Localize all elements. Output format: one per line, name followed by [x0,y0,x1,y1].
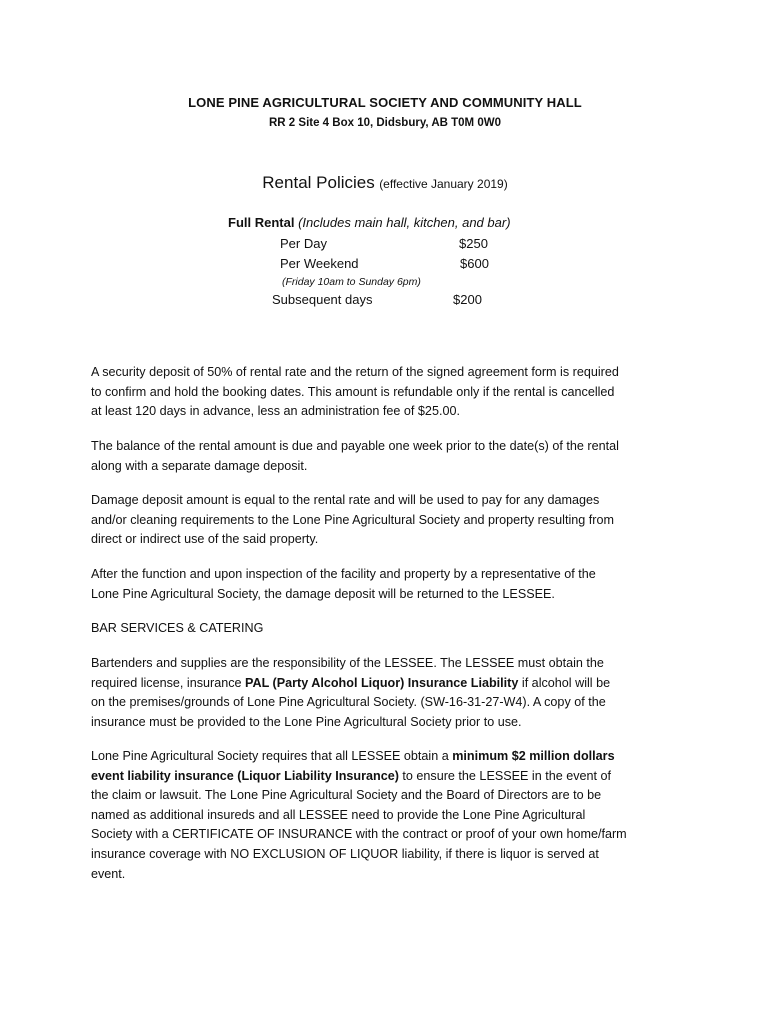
text-segment: Lone Pine Agricultural Society requires that all LESSEE obtain a [91,749,453,763]
text-line: After the function and upon inspection of the facility and property by a representative of the [91,567,596,581]
bar-services-paragraph [91,654,691,732]
text-line: at least 120 days in advance, less an administration fee of $25.00. [91,404,460,419]
text-line: event. [91,866,126,881]
text-line: Damage deposit amount is equal to the rental rate and will be used to pay for any damages [91,493,600,507]
liquor-liability-emphasis: event liability insurance (Liquor Liability Insurance) [91,768,399,783]
text-line: on the premises/grounds of Lone Pine Agricultural Society. (SW-16-31-27-W4). A copy of the [91,695,606,710]
text-line: The balance of the rental amount is due and payable one week prior to the date(s) of the rental [91,439,619,453]
organization-address: RR 2 Site 4 Box 10, Didsbury, AB T0M 0W0 [269,117,501,129]
damage-deposit-paragraph [91,491,691,550]
text-line [91,747,691,767]
text-line: insurance coverage with NO EXCLUSION OF LIQUOR liability, if there is liquor is served at [91,846,599,861]
text-line: to confirm and hold the booking dates. This amount is refundable only if the rental is cancelled [91,384,615,399]
rate-price-subsequent-days: $200 [453,292,482,307]
text-line: the claim or lawsuit. The Lone Pine Agricultural Society and the Board of Directors are to be [91,788,602,803]
organization-name: LONE PINE AGRICULTURAL SOCIETY AND COMMUNITY HALL [188,95,582,110]
text-line: A security deposit of 50% of rental rate and the return of the signed agreement form is required [91,365,619,379]
full-rental-description: (Includes main hall, kitchen, and bar) [298,215,511,230]
text-segment: to ensure the LESSEE in the event of [398,768,612,783]
bar-services-heading: BAR SERVICES & CATERING [91,621,264,635]
text-line: Lone Pine Agricultural Society, the damage deposit will be returned to the LESSEE. [91,586,555,601]
rate-label-per-weekend: Per Weekend [280,256,359,271]
weekend-hours-note: (Friday 10am to Sunday 6pm) [282,276,421,288]
rate-price-per-weekend: $600 [460,256,489,271]
text-line: and/or cleaning requirements to the Lone Pine Agricultural Society and property resulting from [91,512,614,527]
text-line: Society with a CERTIFICATE OF INSURANCE with the contract or proof of your own home/farm [91,827,627,842]
text-line: insurance must be provided to the Lone Pine Agricultural Society prior to use. [91,714,522,729]
text-line: Bartenders and supplies are the responsibility of the LESSEE. The LESSEE must obtain the [91,656,604,670]
page-title [0,173,770,193]
text-line [91,767,691,787]
deposit-return-paragraph [91,565,691,604]
rate-price-per-day: $250 [459,236,488,251]
title-effective: (effective January 2019) [379,177,508,191]
text-line: along with a separate damage deposit. [91,458,308,473]
balance-paragraph [91,437,691,476]
text-line [91,674,691,694]
text-line: direct or indirect use of the said property. [91,532,319,547]
liability-insurance-paragraph [91,747,691,884]
title-main: Rental Policies [262,173,375,192]
security-deposit-paragraph [91,363,691,422]
rate-label-per-day: Per Day [280,236,327,251]
text-segment: if alcohol will be [518,675,611,690]
text-line: named as additional insureds and all LESSEE need to provide the Lone Pine Agricultural [91,807,586,822]
text-segment: required license, insurance [91,675,246,690]
full-rental-label: Full Rental [228,215,295,230]
rate-label-subsequent-days: Subsequent days [272,292,373,307]
pal-insurance-emphasis: PAL (Party Alcohol Liquor) Insurance Liability [245,675,519,690]
minimum-coverage-emphasis: minimum $2 million dollars [452,749,615,763]
full-rental-heading [228,215,511,230]
